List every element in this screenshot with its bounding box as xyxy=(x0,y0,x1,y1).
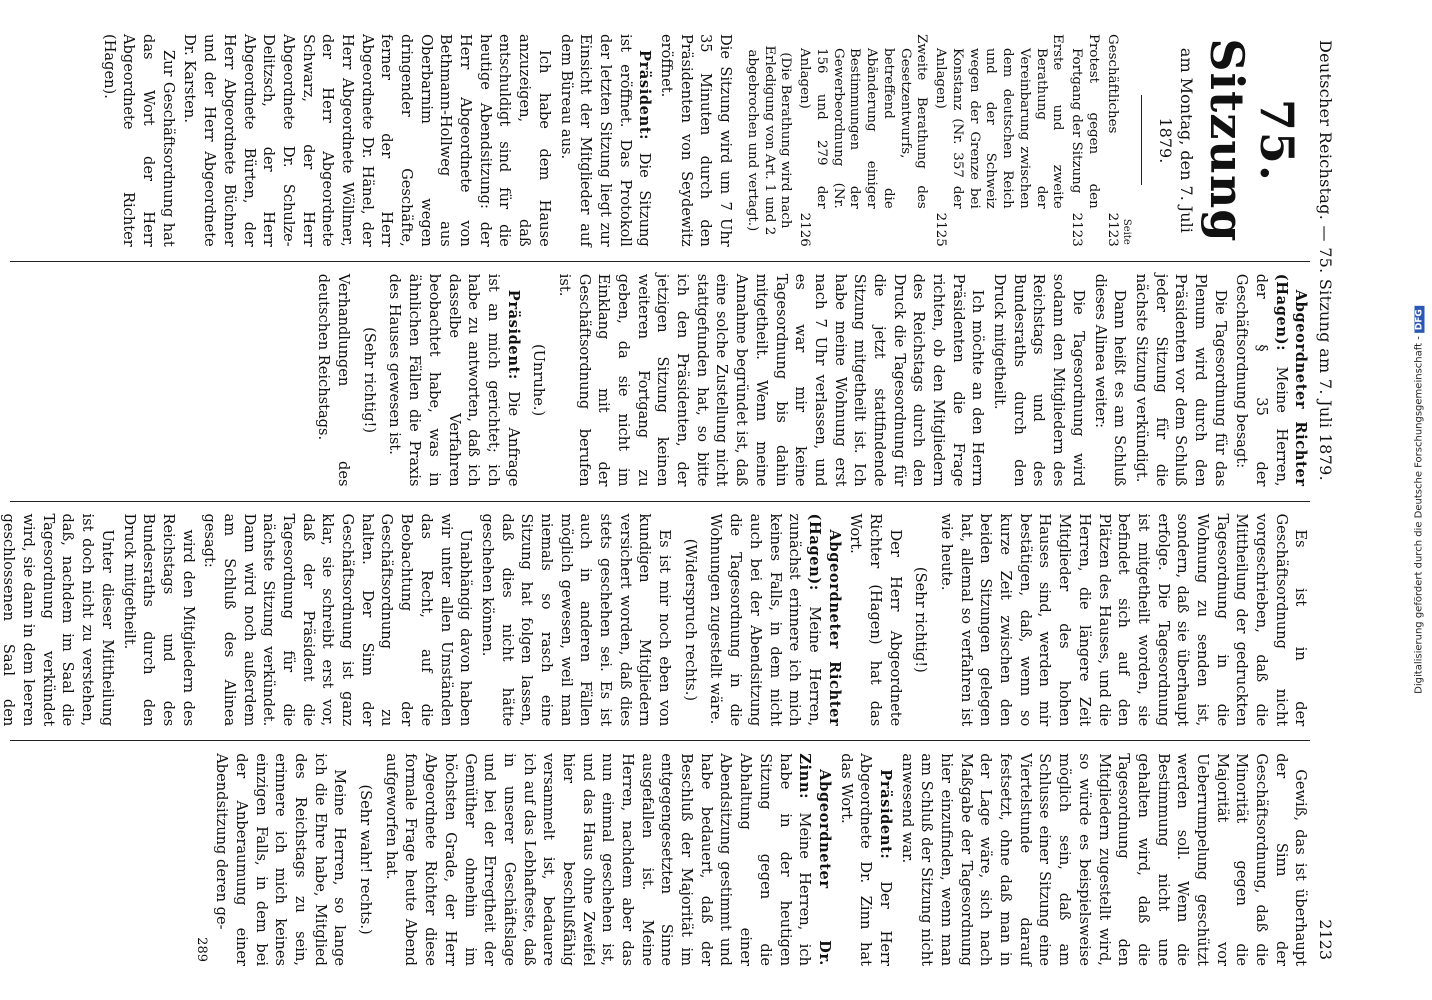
paragraph xyxy=(385,274,523,487)
quotation: wird den Mitgliedern des Reichstags und des Bundesraths durch den Druck mitgetheilt. xyxy=(120,513,197,727)
interjection: (Unruhe.) xyxy=(530,344,548,417)
paragraph: Dann heißt es am Schluß dieses Alinea weiter: xyxy=(1091,273,1129,487)
divider xyxy=(1141,95,1142,185)
paragraph-text: Die Anfrage ist an mich gerichtet; ich habe zu antworten, daß ich dasselbe Verfahren beobachtet habe, was in ähnlichen Fällen die Praxis des Hauses gewesen ist. xyxy=(386,273,522,487)
toc-heading: Seite xyxy=(1121,218,1133,245)
interjection: (Sehr richtig!) xyxy=(360,327,378,434)
speaker-label: Präsident: xyxy=(636,50,654,141)
paragraph: Unter dieser Mittheilung ist doch nicht zu verstehen, daß, nachdem im Saal die Tagesordnung verkündet wird, sie dann in dem leeren geschlossenen Saal den xyxy=(0,513,116,727)
credit-text: Digitalisierung gefördert durch die Deutsche Forschungsgemeinschaft - xyxy=(1413,336,1425,694)
speaker-label: Abgeordneter Dr. Zinn: xyxy=(796,753,833,966)
toc-entry-page: 2123 xyxy=(1069,212,1085,247)
paragraph: Die Sitzung wird um 7 Uhr 35 Minuten durch den Präsidenten von Seydewitz eröffnet. xyxy=(657,34,735,247)
column-2 xyxy=(10,261,1310,487)
paragraph-text: Der Herr Abgeordnete Dr. Zinn hat das Wort. xyxy=(837,753,894,966)
column-1 xyxy=(10,34,1310,247)
interjection: (Widerspruch rechts.) xyxy=(681,538,699,702)
session-date: am Montag, den 7. Juli 1879. xyxy=(1155,47,1197,233)
speaker-label: Präsident: xyxy=(504,289,522,380)
digitization-credit xyxy=(1414,306,1425,694)
paragraph: Zur Geschäftsordnung hat das Wort der Herr Abgeordnete Richter (Hagen). xyxy=(100,34,177,247)
toc-entry-text: Zweite Berathung des Gesetzentwurfs, betreffend die Abänderung einiger Bestimmungen der Gewerbeordnung (Nr. 156 und 279 der Anlagen) xyxy=(797,34,930,209)
running-head-title: Deutscher Reichstag. — 75. Sitzung am 7. Juli 1879. xyxy=(1316,40,1335,481)
paragraph xyxy=(836,753,895,966)
toc-entry xyxy=(931,34,1065,247)
paragraph-text: Meine Herren, zunächst erinnere ich mich keines Falls, in dem nicht auch bei der Abendsitzung die Tagesordnung in die Wohnungen zugestellt wäre. xyxy=(707,513,823,727)
dfg-logo: DFG xyxy=(1415,306,1425,333)
paragraph xyxy=(706,514,844,727)
speaker-label: Abgeordneter Richter (Hagen): xyxy=(805,513,843,727)
footer-note: Verhandlungen des deutschen Reichstags. xyxy=(315,273,353,487)
paragraph: Ich möchte an den Herrn Präsidenten die Frage richten, ob den Mitgliedern des Reichstags durch den Druck die Tagesordnung für die jetzt stattfindende Sitzung mitgetheilt ist. Ich habe meine Wohnung erst nach 7 Uhr verlassen, und es war mir keine Tagesordnung bis dahin mitgetheilt. Wenn meine Annahme begründet ist, daß eine solche Zustellung nicht stattgefunden hat, so bitte ich den Präsidenten, der jetzigen Sitzung keinen weiteren Fortgang zu geben, da sie nicht im Einklang mit der Geschäftsordnung berufen ist. xyxy=(555,273,987,487)
paragraph: Gewiß, das ist überhaupt der Sinn der Geschäftsordnung, daß die Minorität gegen die Majorität vor Ueberrumpelung geschützt werden soll. Wenn die Bestimmung nicht une gehalten wird, daß die Tagesordnung den Mitgliedern zugestellt wird, so würde es beispielsweise möglich sein, daß am Schlusse einer Sitzung eine Viertelstunde darauf festsetzt, ohne daß man in der Lage wäre, sich nach Maßgabe der Tagesordnung hier einzufinden, wenn man am Schluß der Sitzung nicht anwesend war. xyxy=(898,753,1310,966)
speaker-label: Abgeordneter Richter (Hagen): xyxy=(1272,273,1310,487)
paragraph-text: Meine Herren, ich habe in der heutigen Sitzung gegen die Abhaltung einer Abendsitzung gestimmt und habe bedauert, daß der Beschluß der Majorität im entgegengesetzten Sinne ausgefallen ist. Meine Herren, nachdem aber das nun einmal geschehen ist, und das Haus ohne Zweifel hier beschlußfähig versammelt ist, bedauere ich auf das Lebhafteste, daß in unserer Geschäftslage und bei der Erregtheit der Gemüther ohnehin im höchsten Grade, der Herr Abgeordnete Richter diese formale Frage heute Abend aufgeworfen hat. xyxy=(382,753,814,967)
paragraph xyxy=(381,753,834,966)
session-heading xyxy=(1141,34,1305,247)
speaker-label: Präsident: xyxy=(876,769,894,860)
text-columns xyxy=(0,34,1310,967)
interjection: (Sehr richtig!) xyxy=(912,566,930,673)
page-number: 2123 xyxy=(1316,919,1335,960)
paragraph: Es ist mir noch eben von kundigen Mitgliedern versichert worden, daß dies stets geschehen sei. Es ist auch in anderen Fällen möglich gewesen, weil man niemals so rasch eine Sitzung hat folgen lassen, daß dies nicht hätte geschehen können. xyxy=(478,513,674,727)
paragraph: Meine Herren, so lange ich die Ehre habe, Mitglied des Reichstags zu sein, erinnere ich mich keines einzigen Falls, in dem bei der Anberaumung einer Abendsitzung deren ge- xyxy=(213,753,349,966)
toc-entry-text: Protest gegen den Fortgang der Sitzung xyxy=(1069,34,1101,209)
paragraph xyxy=(1232,274,1311,487)
signature-mark: 289 xyxy=(193,937,209,962)
document-page xyxy=(2,0,1352,1000)
toc-entry xyxy=(1067,34,1101,247)
quotation: Die Tagesordnung für das Plenum wird durch den Präsidenten vor dem Schluß jeder Sitzung für die nächste Sitzung verkündigt. xyxy=(1132,273,1229,487)
paragraph: Unabhängig davon haben wir unter allen Umständen das Recht, auf die Beobachtung der Geschäftsordnung zu halten. Der Sinn der Geschäftsordnung ist ganz klar, sie schreibt erst vor, daß der Präsident die Tagesordnung für die nächste Sitzung verkündet. Dann wird noch außerdem am Schluß des Alinea gesagt: xyxy=(201,513,475,727)
column-3 xyxy=(0,501,1310,727)
running-head xyxy=(1310,34,1336,966)
paragraph xyxy=(556,34,654,247)
toc-entry-page: 2125 xyxy=(933,212,949,247)
session-title: 75. Sitzung xyxy=(1199,38,1305,243)
paragraph: Ich habe dem Hause anzuzeigen, daß entschuldigt sind für die heutige Abendsitzung: der Herr Abgeordnete von Bethmann-Hollweg aus Oberbarnim wegen dringender Geschäfte, ferner der Herr Abgeordnete Dr. Hänel, der Herr Abgeordnete Wöllmer, der Herr Abgeordnete Schwarz, der Herr Abgeordnete Dr. Schulze-Delitzsch, der Herr Abgeordnete Bürten, der Herr Abgeordnete Büchner und der Herr Abgeordnete Dr. Karsten. xyxy=(181,34,553,247)
quotation: Die Tagesordnung wird sodann den Mitgliedern des Reichstags und des Bundesraths durch den Druck mitgetheilt. xyxy=(991,273,1087,487)
table-of-contents xyxy=(743,34,1133,247)
interjection: (Sehr wahr! rechts.) xyxy=(357,784,375,935)
toc-entry-text: Geschäftliches xyxy=(1104,34,1120,134)
toc-entry xyxy=(1103,34,1120,247)
toc-note: (Die Berathung wird nach Erledigung von Art. 1 und 2 abgebrochen und vertagt.) xyxy=(744,45,794,236)
toc-entry-page: 2123 xyxy=(1104,212,1120,247)
toc-entry-page: 2126 xyxy=(797,212,813,247)
column-4 xyxy=(10,740,1310,966)
paragraph: Es ist in der Geschäftsordnung nicht vorgeschrieben, daß die Mittheilung der gedruckten Tagesordnung in die Wohnung zu senden ist, sondern, daß sie überhaupt erfolge. Die Tagesordnung ist mitgetheilt worden, sie befindet sich auf den Plätzen des Hauses, und die Herren, die längere Zeit Mitglieder des hohen Hauses sind, werden mir bestätigen, daß, wenn so kurze Zeit zwischen den beiden Sitzungen gelegen hat, allemal so verfahren ist wie heute. xyxy=(938,513,1310,727)
paragraph-text: Meine Herren, der § 35 der Geschäftsordnung besagt: xyxy=(1233,273,1290,487)
paragraph-text: Die Sitzung ist eröffnet. Das Protokoll der letzten Sitzung liegt zur Einsicht der Mitglieder auf dem Büreau aus. xyxy=(557,34,654,247)
paragraph: Der Herr Abgeordnete Richter (Hagen) hat das Wort. xyxy=(847,513,904,727)
toc-entry-text: Erste und zweite Berathung der Vereinbarung zwischen dem deutschen Reich und der Schweiz wegen der Grenze bei Konstanz (Nr. 357 der Anlagen) xyxy=(933,34,1066,209)
toc-entry xyxy=(795,34,929,247)
